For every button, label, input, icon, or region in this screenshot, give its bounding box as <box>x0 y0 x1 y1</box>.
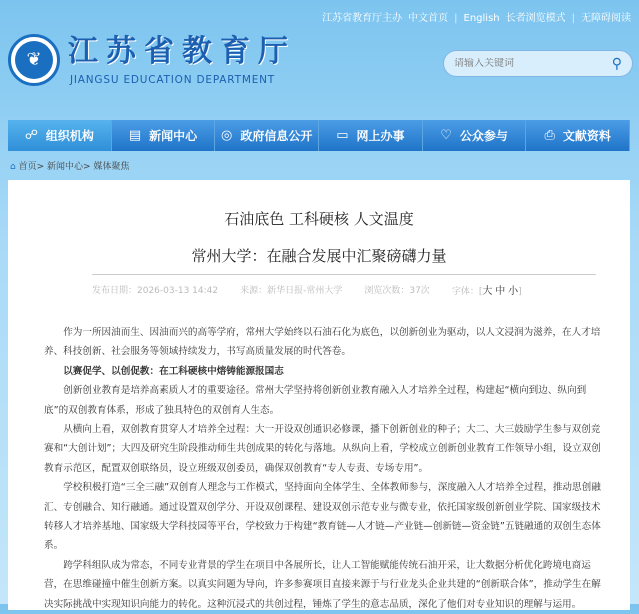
crumb-media[interactable]: 媒体聚焦 <box>93 162 130 172</box>
english-link[interactable]: English <box>463 13 500 24</box>
view-count: 浏览次数：37次 <box>364 286 430 296</box>
document-icon: ▤ <box>128 127 142 143</box>
search-icon[interactable]: ⚲ <box>611 55 622 72</box>
elder-mode-link[interactable]: 长者浏览模式 <box>505 13 566 24</box>
home-link[interactable]: 中文首页 <box>408 13 449 24</box>
top-links: 江苏省教育厅主办 中文首页 | English 长者浏览模式 | 无障碍阅读 <box>322 13 631 24</box>
nav-tab-documents[interactable] <box>526 120 630 151</box>
article-panel <box>8 180 630 610</box>
nav-tab-news[interactable] <box>112 120 216 151</box>
font-small[interactable]: 小 <box>508 286 519 297</box>
nav-tab-online-services[interactable] <box>319 120 423 151</box>
nav-label: 新闻中心 <box>149 128 198 143</box>
monitor-icon: ▭ <box>336 127 349 143</box>
nav-tab-gov-info[interactable] <box>215 120 319 151</box>
lotus-icon: ❦ <box>15 41 53 79</box>
crumb-home[interactable]: 首页 <box>18 162 37 172</box>
search-input[interactable] <box>454 58 612 69</box>
main-nav <box>8 120 630 151</box>
crumb-news[interactable]: 新闻中心 <box>47 162 84 172</box>
font-medium[interactable]: 中 <box>495 286 506 297</box>
paragraph: 作为一所因油而生、因油而兴的高等学府，常州大学始终以石油石化为底色，以创新创业为驱动，以人文浸润为滋养，在人才培养、科技创新、社会服务等领域持续发力，书写高质量发展的时代答卷。 <box>44 327 601 358</box>
accessibility-link[interactable]: 无障碍阅读 <box>581 13 631 24</box>
font-large[interactable]: 大 <box>482 286 493 297</box>
article-title: 石油底色 工科硬核 人文温度 <box>224 210 414 228</box>
heart-icon: ♡ <box>440 127 452 143</box>
home-icon: ⌂ <box>10 162 16 172</box>
site-subtitle: JIANGSU EDUCATION DEPARTMENT <box>70 74 275 86</box>
nav-tab-org[interactable] <box>8 120 112 151</box>
paragraph: 跨学科组队成为常态，不同专业背景的学生在项目中各展所长，让人工智能赋能传统石油开采，让大数据分析优化跨境电商运营，在思维碰撞中催生创新方案。以真实问题为导向，许多参赛项目直接来源于与行业龙头企业共建的“创新联合体”，推动学生在解决实际挑战中实现知识向能力的转化。这种沉浸式的共创过程，锤炼了学生的意志品质，深化了他们对专业知识的理解与运用。 <box>44 559 601 610</box>
nav-label: 文献资料 <box>562 128 611 143</box>
nav-label: 组织机构 <box>45 128 94 143</box>
paragraph: 创新创业教育是培养高素质人才的重要途径。常州大学坚持将创新创业教育融入人才培养全过程，构建起“横向到边、纵向到底”的双创教育体系，形成了独具特色的双创育人生态。 <box>44 385 587 416</box>
source: 来源：新华日报-常州大学 <box>240 286 343 296</box>
nav-label: 网上办事 <box>356 128 405 143</box>
site-title: 江苏省教育厅 <box>68 34 296 69</box>
logo-emblem[interactable] <box>8 34 60 86</box>
article-subtitle: 常州大学：在融合发展中汇聚磅礴力量 <box>191 247 447 265</box>
publish-date: 发布日期：2026-03-13 14:42 <box>92 286 219 296</box>
article-meta <box>92 285 522 299</box>
org-chart-icon: ☍ <box>24 127 38 143</box>
search-box <box>443 50 633 77</box>
section-heading: 以赛促学、以创促教：在工科硬核中熔铸能源报国志 <box>63 365 284 377</box>
nav-tab-participation[interactable] <box>423 120 527 151</box>
article-body <box>44 323 604 614</box>
printer-icon: ⎙ <box>544 127 555 143</box>
info-icon: ◎ <box>221 127 233 143</box>
paragraph: 从横向上看，双创教育贯穿人才培养全过程：大一开设双创通识必修课，播下创新创业的种子；大二、大三鼓励学生参与双创竞赛和“大创计划”；大四及研究生阶段推动师生共创成果的转化与落地。从纵向上看，学校成立创新创业教育工作领导小组，设立双创教育示范区，配置双创联络员，设立班级双创委员，确保双创教育“专人专责、专场专用”。 <box>44 424 601 474</box>
sponsor-text: 江苏省教育厅主办 <box>322 13 403 24</box>
font-size-label: 字体：[ <box>451 287 483 297</box>
breadcrumb: ⌂ 首页> 新闻中心> 媒体聚焦 <box>10 162 130 172</box>
paragraph: 学校积极打造“三全三融”双创育人理念与工作模式，坚持面向全体学生、全体教师参与，深度融入人才培养全过程，推动思创融汇、专创融合、知行融通。通过设置双创学分、开设双创课程、建设双创示范专业与微专业，依托国家级创新创业学院、国家级技术转移人才培养基地、国家级大学科技园等平台，学校致力于构建“教育链—人才链—产业链—创新链—资金链”五链融通的双创生态体系。 <box>44 482 601 552</box>
font-bracket: ] <box>518 287 522 297</box>
nav-label: 公众参与 <box>459 128 508 143</box>
nav-label: 政府信息公开 <box>240 128 313 143</box>
divider <box>92 274 596 275</box>
